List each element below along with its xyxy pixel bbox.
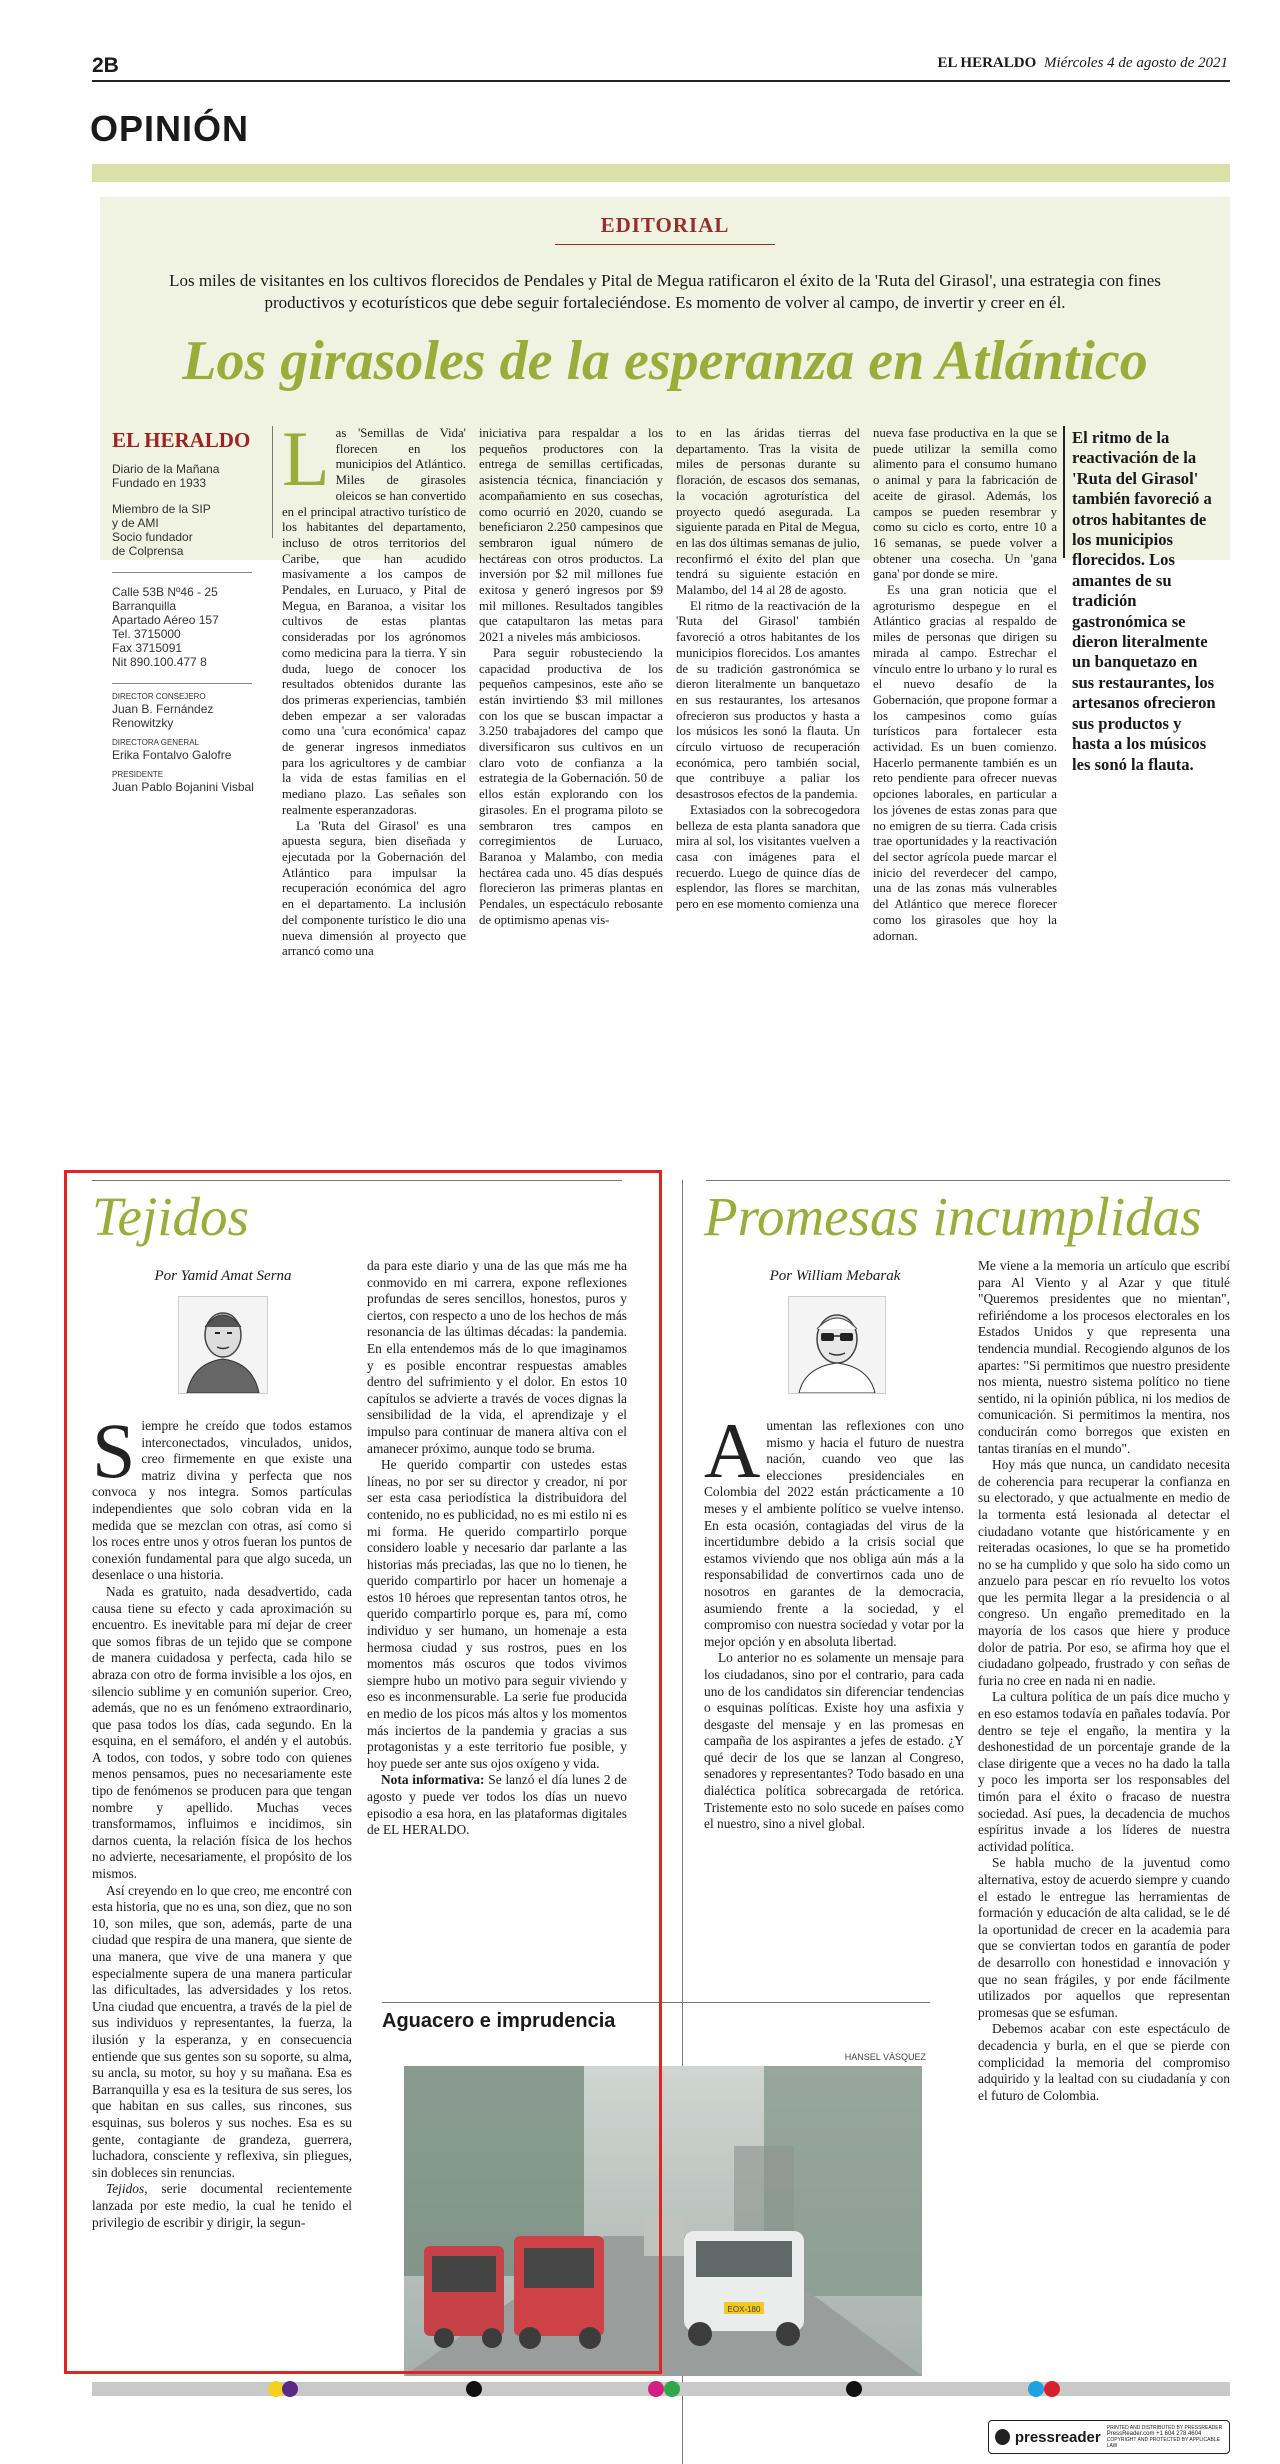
masthead-role: PRESIDENTE bbox=[112, 770, 164, 779]
section-title: OPINIÓN bbox=[90, 108, 250, 149]
tejidos-note-text: Se lanzó el día lunes 2 de agosto y puede ver todos los días un nuevo episodio a esa hora, en las plataformas digitales de EL HERALDO. bbox=[367, 1772, 628, 1838]
promesas-dropcap: A bbox=[704, 1407, 761, 1494]
pressreader-icon bbox=[995, 2429, 1010, 2445]
tejidos-title: Tejidos bbox=[92, 1186, 249, 1247]
column-rule bbox=[1063, 426, 1065, 558]
license-plate: EOX-180 bbox=[727, 2305, 761, 2314]
author-portrait-sketch bbox=[789, 1297, 885, 1393]
masthead-line: Calle 53B Nº46 - 25 bbox=[112, 585, 218, 599]
masthead-line: Diario de la Mañana bbox=[112, 462, 220, 476]
tejidos-para-text: , serie documental recientemente lanzada por este medio, la cual he tenido el privilegio de escribir y dirigir, la segun- bbox=[92, 2181, 352, 2230]
pressreader-footer[interactable] bbox=[988, 2420, 1230, 2454]
editorial-col1-para: La 'Ruta del Girasol' es una apuesta segura, bien diseñada y ejecutada por la Gobernación del Atlántico para impulsar la recuperación económica del agro en el departamento. La inclusión del componente turístico le dio una nueva dimensión al proyecto que arrancó como una bbox=[282, 818, 466, 959]
editorial-deck: Los miles de visitantes en los cultivos florecidos de Pendales y Pital de Megua ratificaron el éxito de la 'Ruta del Girasol', una estrategia con fines productivos y ecoturísticos que debe seguir fortaleciéndose. Es momento de volver al campo, de invertir y creer en él. bbox=[169, 271, 1161, 312]
tejidos-para: He querido compartir con ustedes estas líneas, no por ser su director y creador, ni por ser esta casa periodística la distribuidora del contenido, no es publicidad, no es mi estilo ni es mi forma. He querido compartirlo porque considero loable y necesario dar parlante a las historias más preciadas, las que no lo tienen, he querido compartirlo por hacer un homenaje a estos 10 héroes que representan tantos otros, he querido compartirlo porque es, para mí, como individuo y ser humano, un homenaje a esta hermosa ciudad y sus rostros, pues en los momentos más oscuros que todos vivimos siempre hubo un motivo para seguir viviendo y eso es inconmensurable. La serie fue producida en medio de los picos más altos y los momentos más inciertos de la pandemia y gracias a sus protagonistas y a este territorio fue posible, y hoy puede ser ante sus ojos oxígeno y vida. bbox=[367, 1457, 627, 1771]
column-rule bbox=[272, 426, 273, 538]
promesas-author-portrait bbox=[788, 1296, 886, 1394]
masthead-name: Juan B. Fernández Renowitzky bbox=[112, 702, 214, 730]
promesas-para: Debemos acabar con este espectáculo de decadencia y burla, en el que se pierde con complicidad la memoria del compromiso adquirido y la lealtad con su ciudadanía y con el futuro de Colombia. bbox=[978, 2021, 1230, 2103]
masthead-line: Apartado Aéreo 157 bbox=[112, 613, 219, 627]
promesas-col2-text: Me viene a la memoria un artículo que escribí para Al Viento y al Azar y que titulé "Queremos presidentes que no mientan", refiriéndome a los procesos electorales en los Estados Unidos y que representa una tendencia mundial. Recogiendo algunos de los apartes: "Si permitimos que nuestro presidente nos mienta, nuestro sistema político no tiene sentido, ni la opinión pública, ni los medios de comunicación. Si permitimos la mentira, nos conducirán como borregos que existen en tantas tiranías en el mundo". bbox=[978, 1258, 1230, 1456]
editorial-col1-text: as 'Semillas de Vida' florecen en los municipios del Atlántico. Miles de girasoles oleicos se han convertido en el principal atractivo turístico de los habitantes del departamento, incluso de otros territorios del Caribe, que han acudido masivamente a los campos de Pendales, en Luruaco, y Pital de Megua, en Baranoa, a visitar los cultivos de estas plantas consideradas por los agrónomos como medicina para la tierra. Y sin duda, luego de conocer los resultados obtenidos durante las dos primeras experiencias, también deben empezar a ser valoradas como una 'cura económica' capaz de generar ingresos inmediatos para los agricultores y de cambiar la vida de estas familias en el mediano plazo. Las señales son realmente esperanzadoras. bbox=[282, 426, 466, 817]
editorial-column-3 bbox=[676, 426, 860, 913]
promesas-title: Promesas incumplidas bbox=[704, 1186, 1202, 1247]
editorial-col2-text: iniciativa para respaldar a los pequeños productores con la entrega de semillas certificadas, asistencia técnica, financiación y acompañamiento en sus cosechas, como ocurrió en 2020, cuando se beneficiaron 2.250 campesinos que sembraron igual número de hectáreas con otros productos. La inversión por $2 mil millones fue exitosa y generó ingresos por $9 mil millones. Resultados tangibles que catapultaron las metas para 2021 a niveles más ambiciosos. bbox=[479, 426, 663, 645]
registration-dot bbox=[282, 2381, 298, 2397]
masthead-logo: EL HERALDO bbox=[112, 428, 251, 452]
editorial-label-rule bbox=[555, 244, 775, 245]
registration-dot bbox=[846, 2381, 862, 2397]
tejidos-para: Así creyendo en lo que creo, me encontré con esta historia, que no es una, son diez, que no son 10, son miles, que son, además, parte de una ciudad que respira de una manera, que siente de una manera, que vive de una manera y que especialmente supera de una manera particular las dificultades, las adversidades y los retos. Una ciudad que encuentra, a través de la piel de sus individuos y representantes, la fuerza, la ilusión y la esperanza, y en consecuencia entiende que sus gentes son su soporte, su alma, su ancla, su motor, su hoy y su mañana. Esa es Barranquilla y esa es la tesitura de sus seres, los que habitan en sus calles, sus rincones, sus esquinas, sus boleros y sus noches. Esa es su gente, contagiante de grandeza, guerrera, luchadora, consciente y reflexiva, sin pliegues, sin dobleces sin renuncias. bbox=[92, 1882, 352, 2180]
masthead-line: y de AMI bbox=[112, 516, 159, 530]
page-number: 2B bbox=[92, 54, 119, 77]
tejidos-dropcap: S bbox=[92, 1407, 136, 1494]
promesas-top-rule bbox=[706, 1180, 1230, 1181]
registration-dot bbox=[648, 2381, 664, 2397]
header-date: Miércoles 4 de agosto de 2021 bbox=[1044, 55, 1228, 71]
masthead-line: de Colprensa bbox=[112, 544, 184, 558]
editorial-col2-para: Para seguir robusteciendo la capacidad productiva de los pequeños campesinos, este año se están invirtiendo $3 mil millones con los que se buscan impactar a 3.250 trabajadores del campo que diversificaron sus cultivos en un claro voto de confianza a la estrategia de la Gobernación. 50 de ellos están explorando con los girasoles. En el programa piloto se sembraron tres campos en corregimientos de Luruaco, Baranoa y Malambo, con media hectárea cada uno. 45 días después florecieron las primeras plantas en Pendales, un espectáculo rebosante de optimismo apenas vis- bbox=[479, 645, 663, 927]
registration-dot bbox=[1044, 2381, 1060, 2397]
header-dateline bbox=[937, 55, 1228, 72]
masthead-divider bbox=[112, 572, 252, 573]
masthead-line: Fundado en 1933 bbox=[112, 476, 207, 490]
registration-dot bbox=[1028, 2381, 1044, 2397]
tejidos-series-name: Tejidos bbox=[106, 2181, 145, 2197]
editorial-col3-para: Extasiados con la sobrecogedora belleza de esta planta sanadora que mira al sol, los visitantes vuelven a casa con imágenes para el recuerdo. Luego de quince días de esplendor, las flores se marchitan, pero en ese momento comienza una bbox=[676, 802, 860, 912]
masthead-line: Socio fundador bbox=[112, 530, 193, 544]
masthead-line: Miembro de la SIP bbox=[112, 502, 211, 516]
masthead-divider bbox=[112, 683, 252, 684]
editorial-headline: Los girasoles de la esperanza en Atlántico bbox=[182, 330, 1148, 392]
editorial-column-2 bbox=[479, 426, 663, 929]
pressreader-small-line: PressReader.com +1 604 278 4604 bbox=[1106, 2431, 1202, 2437]
promesas-column-2 bbox=[978, 1258, 1230, 2104]
editorial-col4-text: nueva fase productiva en la que se puede utilizar la semilla como alimento para el consumo humano o animal y para la fabricación de aceite de girasol. Además, los campos se pueden resembrar y como su ciclo es corto, entre 10 a 16 semanas, se puede volver a obtener una cosecha. Un 'gana gana' por donde se mire. bbox=[873, 426, 1057, 582]
masthead-line: Nit 890.100.477 8 bbox=[112, 655, 207, 669]
tejidos-byline: Por Yamid Amat Serna bbox=[154, 1268, 292, 1284]
photo-title: Aguacero e imprudencia bbox=[382, 2010, 616, 2032]
highlight-frame bbox=[64, 1170, 662, 2374]
pressreader-small-print bbox=[1107, 2425, 1223, 2449]
tejidos-para: Nada es gratuito, nada desadvertido, cada causa tiene su efecto y cada aproximación su encuentro. Es inevitable para mí dejar de creer que somos fibras de un tejido que se compone de manera cuidadosa y perfecta, cada hilo se abraza con otro de forma invisible a los ojos, en silencio sublime y en comunión superior. Creo, además, que no es un fenómeno extraordinario, que pasa todos los días, cada segundo. En la esquina, en el semáforo, el andén y el autobús. A todos, con todos, y sobre todo con quienes menos pensamos, pues no necesariamente este tipo de fenómenos se producen para que tengan nombre y apellido. Muchas veces transformamos, influimos e incidimos, sin darnos cuenta, la relación física de los hechos no advierte, necesariamente, el propósito de los mismos. bbox=[92, 1583, 352, 1882]
editorial-col3-text: to en las áridas tierras del departamento. Tras la visita de miles de personas durante su floración, de escasos dos semanas, la vocación agroturística del proyecto quedó asegurada. La siguiente parada en Pital de Megua, en las dos últimas semanas de julio, reconfirmó el éxito del plan que tendrá su siguiente estación en Malambo, del 14 al 28 de agosto. bbox=[676, 426, 860, 598]
promesas-byline: Por William Mebarak bbox=[769, 1268, 901, 1284]
promesas-para: Hoy más que nunca, un candidato necesita de coherencia para recuperar la confianza en su electorado, y que actualmente en medio de la tormenta está lesionada al detectar el ciudadano votante que históricamente y en reiteradas ocasiones, lo que se ha prometido no se ha cumplido y que solo ha sido como un anzuelo para pescar en río revuelto los votos que les permita llegar a la presidencia o al congreso. Un engaño premeditado en la mayoría de los casos que hiere y produce dolor de patria. Por eso, se afirma hoy que el ciudadano golpeado, frustrado y con señas de furia no cree en nada ni en nadie. bbox=[978, 1457, 1230, 1688]
registration-dot bbox=[466, 2381, 482, 2397]
editorial-pullquote: El ritmo de la reactivación de la 'Ruta del Girasol' también favoreció a otros habitantes de los municipios florecidos. Los amantes de su tradición gastronómica se dieron literalmente un banquetazo en sus restaurantes, los artesanos ofrecieron sus productos y hasta a los músicos les sonó la flauta. bbox=[1072, 428, 1216, 774]
editorial-column-4 bbox=[873, 426, 1057, 944]
tejidos-col2-text: da para este diario y una de las que más me ha conmovido en mi carrera, expone reflexiones profundas de seres sencillos, honestos, puros y ciertos, con respecto a uno de los hechos de más resonancia de las últimas décadas: la pandemia. En ella entendemos más de lo que imaginamos y es posible encontrar respuestas amables dentro del sufrimiento y el dolor. En estos 10 capítulos se advierte a través de voces dignas la sensibilidad de la vida, el aprendizaje y el impulso para continuar de manera altiva con el amanecer próximo, aunque todo se bruma. bbox=[367, 1258, 627, 1456]
masthead-line: Fax 3715091 bbox=[112, 641, 183, 655]
masthead bbox=[112, 428, 262, 794]
masthead-role: DIRECTORA GENERAL bbox=[112, 738, 199, 747]
masthead-name: Erika Fontalvo Galofre bbox=[112, 748, 232, 762]
tejidos-note-label: Nota informativa: bbox=[381, 1772, 485, 1788]
section-green-band bbox=[92, 164, 1230, 182]
masthead-line: Barranquilla bbox=[112, 599, 177, 613]
masthead-name: Juan Pablo Bojanini Visbal bbox=[112, 780, 254, 794]
pressreader-small-line: COPYRIGHT AND PROTECTED BY APPLICABLE LAW bbox=[1106, 2437, 1220, 2449]
pressreader-brand: pressreader bbox=[1014, 2428, 1101, 2446]
promesas-col1-text: umentan las reflexiones con uno mismo y hacia el futuro de nuestra nación, cuando veo que las elecciones presidenciales en Colombia del 2022 están prácticamente a 10 meses y el ambiente político se vuelve intenso. En esta ocasión, contagiadas del virus de la incertidumbre debido a la crisis social que estamos viviendo que nos obliga aún más a la responsabilidad de convertirnos cada uno de nosotros en garantes de la democracia, asumiendo frente a la sociedad, y el compromiso con nuestra sociedad y votar por la mejor opción y en absoluta libertad. bbox=[704, 1418, 964, 1649]
editorial-col3-para: El ritmo de la reactivación de la 'Ruta del Girasol' también favoreció a otros habitantes de los municipios florecidos. Los amantes de su tradición gastronómica se dieron literalmente un banquetazo en sus restaurantes, los artesanos ofrecieron sus productos y hasta a los músicos les sonó la flauta. Un círculo virtuoso de recuperación económica, pero también social, que contribuye a paliar los desastrosos efectos de la pandemia. bbox=[676, 598, 860, 802]
editorial-label: EDITORIAL bbox=[600, 213, 730, 237]
promesas-para: La cultura política de un país dice mucho y en eso estamos todavía en pañales todavía. Por dentro se teje el engaño, la mentira y la deshonestidad de un porcentaje grande de la clase dirigente que a veces no ha dado la talla y poco les importa ser los responsables del timón para el éxito o fracaso de nuestra sociedad. Así pues, la decadencia de muchos espíritus invade a los líderes de nuestra actividad política. bbox=[978, 1689, 1230, 1854]
pressreader-small-line: PRINTED AND DISTRIBUTED BY PRESSREADER bbox=[1106, 2425, 1223, 2431]
masthead-role: DIRECTOR CONSEJERO bbox=[112, 692, 206, 701]
header-newspaper: EL HERALDO bbox=[937, 55, 1037, 71]
promesas-column-1 bbox=[704, 1407, 964, 1833]
registration-dot bbox=[664, 2381, 680, 2397]
editorial-dropcap: L bbox=[282, 415, 330, 502]
masthead-line: Tel. 3715000 bbox=[112, 627, 181, 641]
editorial-col4-para: Es una gran noticia que el agroturismo despegue en el Atlántico gracias al respaldo de miles de personas que dirigen su mirada al campo. Estrechar el vínculo entre lo urbano y lo rural es el nuevo desafío de la Gobernación, que propone formar a los campesinos como guías turísticos para fortalecer esta actividad. Es un buen comienzo. Hacerlo permanente también es un reto pendiente para ofrecer nuevas opciones laborales, en particular a los jóvenes de estas zonas para que no emigren de su tierra. Cada crisis trae oportunidades y la reactivación del sector agrícola puede marcar el inicio del reverdecer del campo, una de las zonas más vulnerables del Atlántico que merece florecer como los girasoles que hoy la adornan. bbox=[873, 583, 1057, 943]
photo-credit: HANSEL VÁSQUEZ bbox=[844, 2052, 926, 2062]
header-rule bbox=[92, 80, 1230, 82]
editorial-column-1 bbox=[282, 415, 466, 960]
promesas-para: Lo anterior no es solamente un mensaje para los ciudadanos, sino por el contrario, para cada uno de los candidatos sin diferenciar tendencias o esquinas políticas. Existe hoy una asfixia y desgaste del mensaje y en las promesas en campaña de los aspirantes a jefes de estado. ¿Y qué decir de los que se lanzan al Congreso, senadores y representantes? Todo basado en una dialéctica política sobrecargada de retórica. Tristemente esto no solo sucede en países como el nuestro, sino a nivel global. bbox=[704, 1650, 964, 1832]
promesas-para: Se habla mucho de la juventud como alternativa, estoy de acuerdo siempre y cuando el estado le entregue las herramientas de formación y educación de alta calidad, se le dé la oportunidad de crecer en la academia para que se conviertan todos en garantía de poder de desarrollo con honestidad e innovación y que no sean frágiles, y por ende fácilmente utilizados por aquellos que representan promesas que se esfuman. bbox=[978, 1855, 1230, 2020]
tejidos-col1-text: iempre he creído que todos estamos interconectados, vinculados, unidos, creo firmemente en que existe una matriz divina y perfecta que nos convoca y nos integra. Somos partículas independientes que solo cobran vida en la medida que se mezclan con otras, así como si los roces entre unos y otros fueran los puntos de conexión fundamental para que algo suceda, un desenlace o una historia. bbox=[92, 1418, 352, 1583]
